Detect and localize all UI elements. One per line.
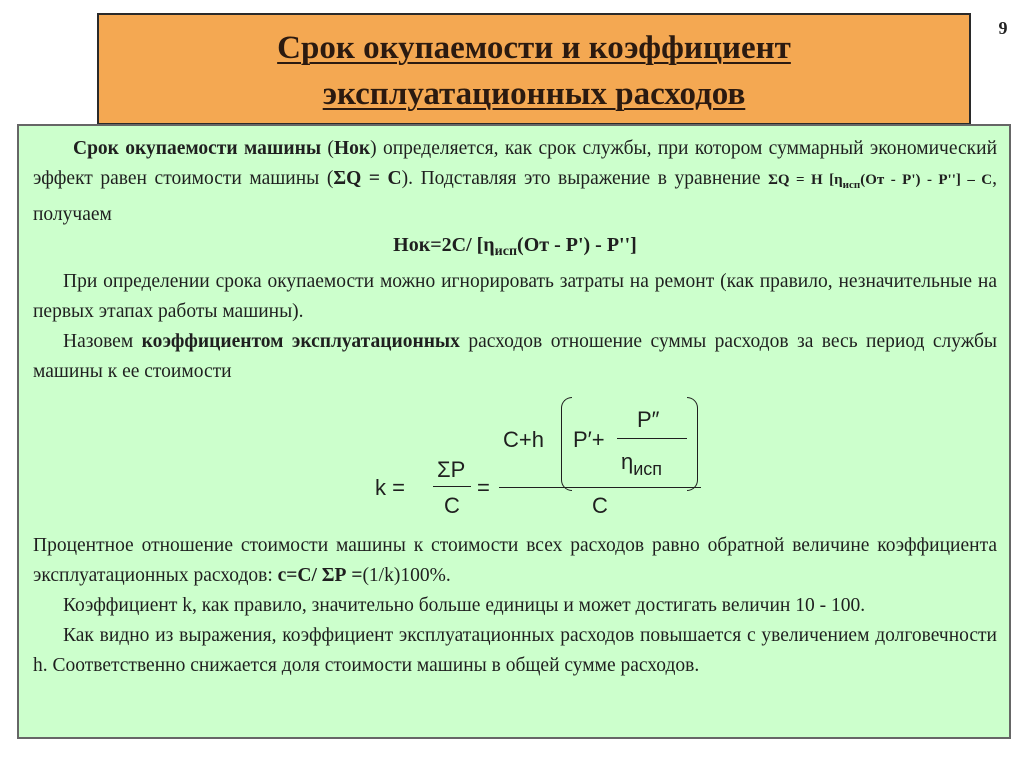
formula-equals: = [477, 475, 490, 500]
paragraph-payback-definition: Срок окупаемости машины (Нок) определяется, как срок службы, при котором суммарный экономический эффект равен стоимости машины (ΣQ = C). Подставляя это выражение в уравнение ΣQ = H $[\eta_{исп}(От - Р') - Р'']$ – С, получаем [33, 138, 998, 225]
term-operating-coefficient: коэффициентом эксплуатационных [141, 331, 460, 352]
slide-title-line2: эксплуатационных расходов [322, 75, 746, 112]
page-number: 9 [998, 18, 1008, 38]
right-bracket [687, 397, 698, 491]
formula-c-plus-h: C+h [503, 427, 544, 452]
content-box [17, 124, 1011, 739]
formula-p-prime: P′+ [573, 427, 605, 452]
formula-p-double-prime: P″ [637, 407, 660, 432]
formula-k: k = [375, 475, 405, 500]
paragraph-durability-effect: Как видно из выражения, коэффициент эксплуатационных расходов повышается с увеличением долговечности h. Соответственно снижается доля стоимости машины в общей сумме расходов. [33, 625, 997, 676]
paragraph-coefficient-definition: Назовем коэффициентом эксплуатационных расходов отношение суммы расходов за весь период службы машины к ее стоимости [33, 331, 997, 382]
paragraph-percentage-ratio: Процентное отношение стоимости машины к стоимости всех расходов равно обратной величине коэффициента эксплуатационных расходов: с=С/ ΣР =(1/k)100%. [33, 535, 997, 586]
paragraph-coefficient-range: Коэффициент k, как правило, значительно больше единицы и может достигать величин 10 - 100. [63, 595, 866, 616]
formula-c-big: C [592, 493, 608, 518]
paragraph-repair-costs: При определении срока окупаемости можно игнорировать затраты на ремонт (как правило, незначительные на первых этапах работы машины). [33, 271, 997, 322]
term-payback: Срок окупаемости машины [73, 138, 322, 159]
equation-c-ratio: с=С/ ΣР = [277, 565, 363, 586]
formula-sum-p: ΣP [437, 457, 466, 482]
formula-c-small: C [444, 493, 460, 518]
fraction-line-small [433, 486, 471, 487]
fraction-line-inner [617, 438, 687, 439]
formula-payback-period: Нок=2С/ $[\eta_{исп}(От - Р') - Р'']$ [393, 234, 637, 259]
term-nok: Нок [333, 138, 371, 159]
slide-title-line1: Срок окупаемости и коэффициент [277, 30, 791, 66]
formula-operating-coefficient [33, 393, 997, 531]
left-bracket [561, 397, 572, 491]
slide-title-box [97, 13, 971, 125]
equation-sigma-q: ΣQ = C [333, 168, 402, 189]
formula-eta: $\eta_{исп}$ [621, 449, 663, 479]
equation-sigma-q-h: ΣQ = H $[\eta_{исп}(От - Р') - Р'']$ – С [768, 172, 993, 191]
fraction-line-main [499, 487, 701, 488]
